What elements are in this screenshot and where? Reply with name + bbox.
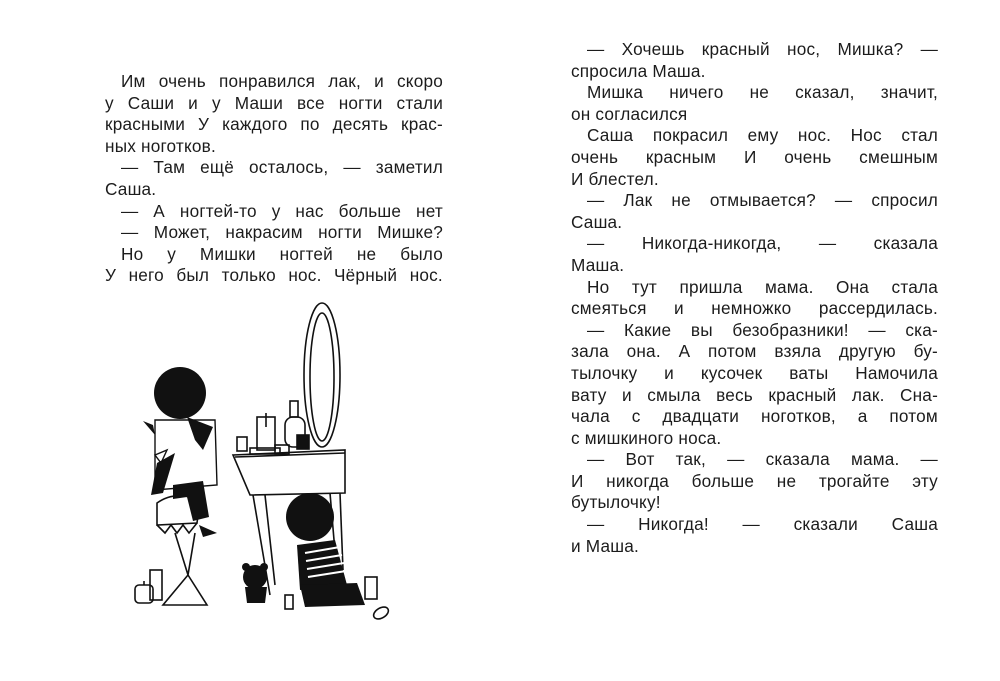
text-line: спросила Маша. [571, 60, 706, 81]
text-line: Маша. [571, 254, 625, 275]
text-line: — Хочешь красный нос, Мишка? — [587, 39, 938, 59]
text-line: — А ногтей-то у нас больше нет [121, 200, 443, 221]
text-line: — Там ещё осталось, — заметил [121, 157, 443, 178]
text-line: Им очень понравился лак, и скоро [121, 71, 443, 91]
text-line: смеяться и немножко рассердилась. [571, 298, 938, 319]
illustration-children-dressing-table [125, 285, 405, 625]
text-line: тылочку и кусочек ваты Намочила [571, 362, 938, 383]
text-line: Саша. [105, 178, 157, 199]
text-line: У него был только нос. Чёрный нос. [105, 265, 443, 286]
left-text-column [105, 71, 443, 287]
text-line: зала она. А потом взяла другую бу- [571, 341, 938, 362]
text-line: вату и смыла весь красный лак. Сна- [571, 384, 938, 405]
text-line: — Лак не отмывается? — спросил [587, 190, 938, 211]
right-page [500, 0, 1000, 681]
text-line: — Может, накрасим ногти Мишке? [121, 222, 443, 243]
text-line: очень красным И очень смешным [571, 146, 938, 167]
text-line: Но тут пришла мама. Она стала [587, 276, 938, 297]
text-line: Саша. [571, 211, 623, 232]
text-line: — Вот так, — сказала мама. — [587, 449, 938, 470]
text-line: — Никогда-никогда, — сказала [587, 233, 938, 254]
text-line: чала с двадцати ноготков, а потом [571, 406, 938, 427]
text-line: — Какие вы безобразники! — ска- [587, 319, 938, 340]
text-line: И блестел. [571, 168, 659, 189]
text-line: Но у Мишки ногтей не было [121, 243, 443, 264]
text-line: с мишкиного носа. [571, 427, 722, 448]
text-line: у Саши и у Маши все ногти стали [105, 92, 443, 113]
text-line: бутылочку! [571, 492, 661, 513]
text-line: — Никогда! — сказали Саша [587, 514, 938, 535]
text-line: И никогда больше не трогайте эту [571, 470, 938, 491]
right-text-column [571, 39, 938, 557]
text-line: и Маша. [571, 535, 639, 556]
text-line: Саша покрасил ему нос. Нос стал [587, 125, 938, 146]
text-line: ных ноготков. [105, 135, 216, 156]
text-line: красными У каждого по десять крас- [105, 114, 443, 135]
text-line: он согласился [571, 103, 688, 124]
text-line: Мишка ничего не сказал, значит, [587, 82, 938, 103]
